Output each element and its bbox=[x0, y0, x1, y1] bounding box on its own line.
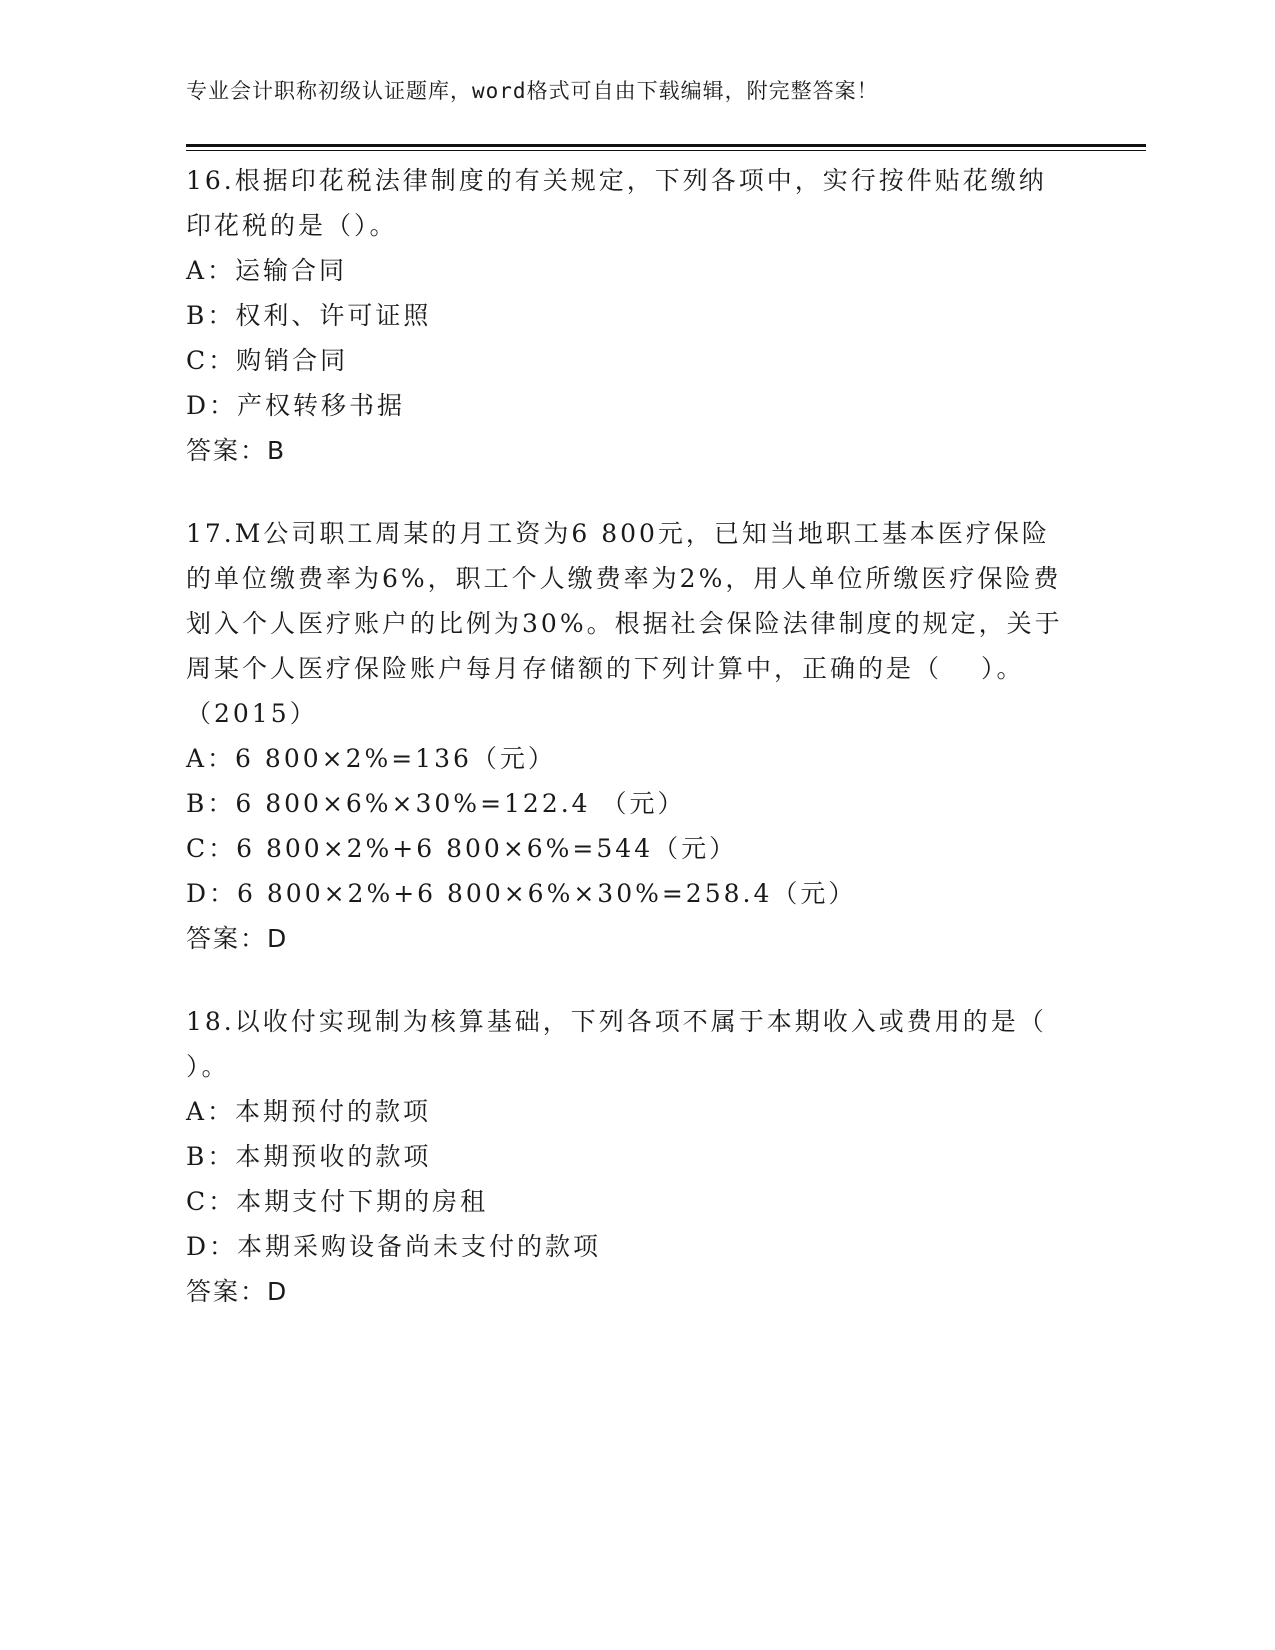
option-c: C：购销合同 bbox=[186, 346, 349, 375]
option-a: A：6 800×2%=136（元） bbox=[186, 744, 556, 773]
question-stem-line: 印花税的是（）。 bbox=[186, 211, 398, 240]
answer-line: 答案：D bbox=[186, 924, 289, 953]
question-stem-line: 16.根据印花税法律制度的有关规定，下列各项中，实行按件贴花缴纳 bbox=[186, 166, 1047, 195]
question-17 bbox=[186, 511, 1086, 961]
question-list bbox=[186, 158, 1086, 1352]
page-header: 专业会计职称初级认证题库，word格式可自由下载编辑，附完整答案！ bbox=[186, 79, 879, 103]
option-b: B：本期预收的款项 bbox=[186, 1142, 432, 1171]
option-a: A：本期预付的款项 bbox=[186, 1097, 432, 1126]
answer-line: 答案：B bbox=[186, 436, 287, 465]
option-c: C：本期支付下期的房租 bbox=[186, 1187, 489, 1216]
option-b: B：6 800×6%×30%=122.4 （元） bbox=[186, 789, 686, 818]
question-stem-line: （2015） bbox=[186, 699, 318, 728]
option-d: D：产权转移书据 bbox=[186, 391, 406, 420]
question-stem-line: 18.以收付实现制为核算基础，下列各项不属于本期收入或费用的是（ bbox=[186, 1007, 1047, 1036]
option-d: D：本期采购设备尚未支付的款项 bbox=[186, 1232, 602, 1261]
answer-line: 答案：D bbox=[186, 1277, 289, 1306]
option-b: B：权利、许可证照 bbox=[186, 301, 432, 330]
question-stem-line: 划入个人医疗账户的比例为30%。根据社会保险法律制度的规定，关于 bbox=[186, 609, 1063, 638]
header-rule-thin bbox=[186, 150, 1146, 151]
question-16 bbox=[186, 158, 1086, 473]
header-rule-thick bbox=[186, 144, 1146, 147]
question-stem-line: 的单位缴费率为6%，职工个人缴费率为2%，用人单位所缴医疗保险费 bbox=[186, 564, 1062, 593]
question-18 bbox=[186, 999, 1086, 1314]
option-a: A：运输合同 bbox=[186, 256, 348, 285]
option-d: D：6 800×2%+6 800×6%×30%=258.4（元） bbox=[186, 879, 857, 908]
question-stem-line: ）。 bbox=[186, 1052, 230, 1081]
option-c: C：6 800×2%+6 800×6%=544（元） bbox=[186, 834, 738, 863]
question-stem-line: 周某个人医疗保险账户每月存储额的下列计算中，正确的是（ ）。 bbox=[186, 654, 1025, 683]
question-stem-line: 17.M公司职工周某的月工资为6 800元，已知当地职工基本医疗保险 bbox=[186, 519, 1050, 548]
